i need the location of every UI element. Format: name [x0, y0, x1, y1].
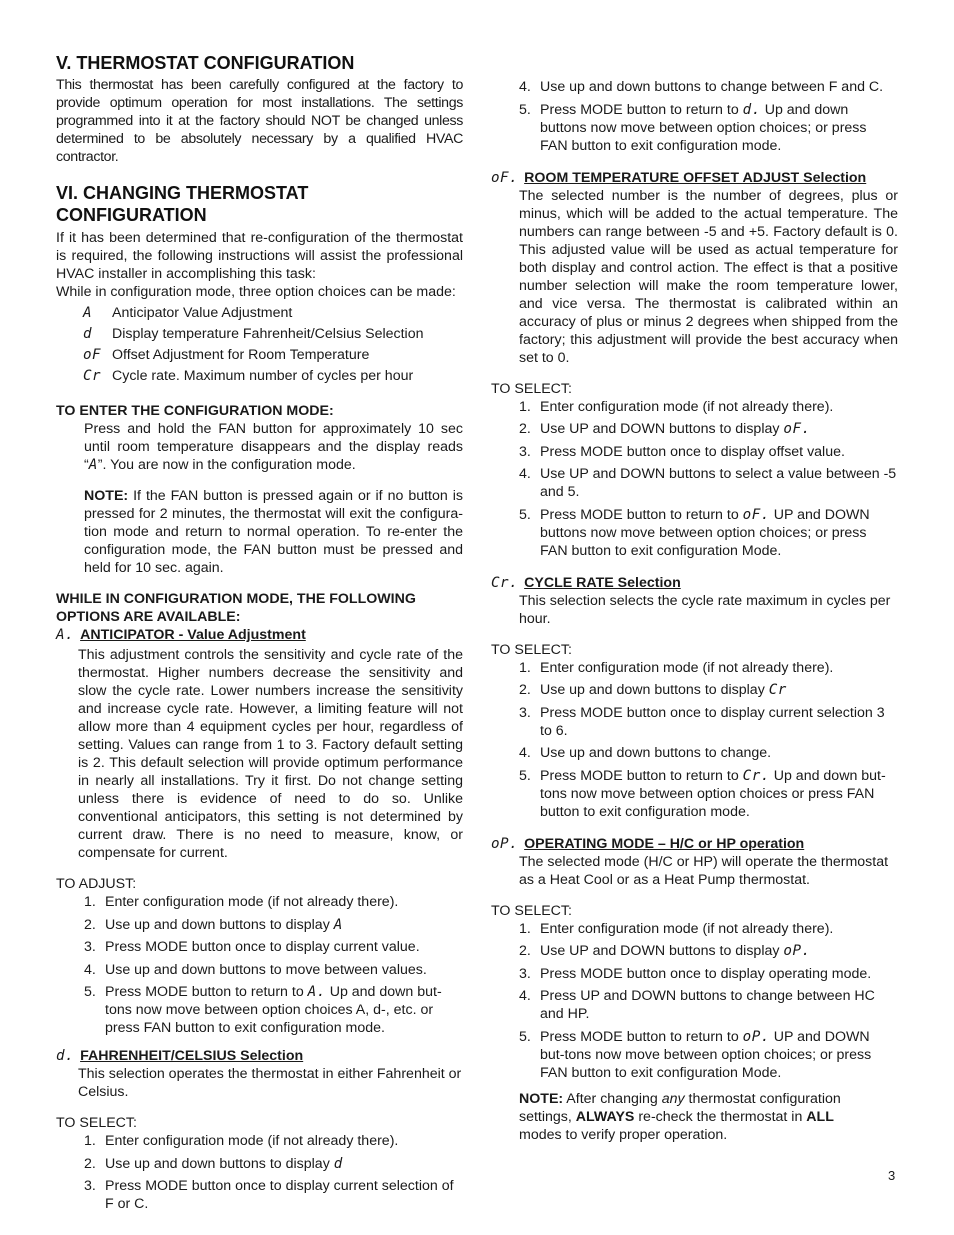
fahrenheit-steps-continued	[491, 78, 898, 155]
offset-heading	[491, 169, 898, 187]
fahrenheit-steps	[56, 1132, 463, 1213]
list-item: 4. Use up and down buttons to move between values.	[84, 961, 427, 978]
section-v-body: This thermostat has been carefully configured at the factory to provide optimum operation for most installations. The settings programmed into it at the factory should NOT be changed unless determined to be absolutely necessary by a qualified HVAC contractor.	[56, 77, 463, 165]
offset-steps	[491, 398, 898, 560]
list-item: 5. Press MODE button to return to oF. UP and DOWN buttons now move between option choices; or press FAN button to exit configuration Mode.	[519, 506, 870, 559]
operating-mode-heading	[491, 835, 898, 853]
list-item: 3. Press MODE button once to display offset value.	[519, 443, 845, 460]
right-column	[491, 78, 898, 1144]
cycle-rate-body: This selection selects the cycle rate maximum in cycles per hour.	[519, 592, 891, 627]
anticipator-heading	[56, 626, 463, 644]
anticipator-code: A.	[56, 627, 75, 643]
to-adjust-label: TO ADJUST:	[56, 876, 137, 892]
option-list	[56, 302, 463, 386]
option-code: A	[83, 304, 93, 321]
list-item: 1. Enter configuration mode (if not already there).	[84, 894, 399, 910]
enter-config-title: TO ENTER THE CONFIGURATION MODE:	[56, 403, 334, 419]
anticipator-title: ANTICIPATOR - Value Adjustment	[80, 627, 306, 643]
offset-code: oF.	[491, 169, 519, 186]
list-item: 5. Press MODE button to return to A. Up and down but-tons now move between option choices A, d-, etc. or press FAN button to exit configuration mode.	[84, 984, 442, 1036]
list-item: 5. Press MODE button to return to d. Up and down buttons now move between option choices; or press FAN button to exit configuration mode.	[519, 101, 867, 154]
list-item: 3. Press MODE button once to display operating mode.	[519, 965, 872, 982]
option-label: Anticipator Value Adjustment	[112, 304, 293, 321]
option-item	[56, 344, 463, 365]
list-item: 3. Press MODE button once to display current selection of F or C.	[84, 1178, 454, 1212]
option-label: Offset Adjustment for Room Temperature	[112, 346, 370, 363]
page-number: 3	[888, 1168, 896, 1183]
operating-mode-title: OPERATING MODE – H/C or HP operation	[524, 835, 805, 852]
list-item: 2. Use up and down buttons to display d	[84, 1155, 343, 1172]
to-select-label: TO SELECT:	[491, 641, 572, 658]
option-label: Display temperature Fahrenheit/Celsius Selection	[112, 325, 424, 342]
cycle-rate-title: CYCLE RATE Selection	[524, 574, 681, 591]
fahrenheit-code: d.	[56, 1048, 75, 1064]
list-item: 2. Use up and down buttons to display A	[84, 916, 343, 933]
list-item: 3. Press MODE button once to display current selection 3 to 6.	[519, 704, 885, 739]
section-v-title: V. THERMOSTAT CONFIGURATION	[56, 53, 355, 73]
list-item: 5. Press MODE button to return to Cr. Up and down but-tons now move between option choices or press FAN button to exit configuration mode.	[519, 767, 886, 820]
list-item: 1. Enter configuration mode (if not already there).	[84, 1133, 399, 1149]
section-vi-body-2: While in configuration mode, three option choices can be made:	[56, 284, 456, 300]
operating-mode-code: oP.	[491, 835, 519, 852]
list-item: 1. Enter configuration mode (if not already there).	[519, 398, 834, 415]
fahrenheit-heading	[56, 1047, 463, 1065]
cycle-rate-heading	[491, 574, 898, 592]
option-code: d	[83, 325, 93, 342]
list-item: 2. Use UP and DOWN buttons to display oF.	[519, 421, 811, 437]
list-item: 4. Use up and down buttons to change between F and C.	[519, 79, 884, 95]
list-item: 3. Press MODE button once to display current value.	[84, 939, 420, 955]
option-code: Cr	[83, 367, 102, 384]
config-note: NOTE: If the FAN button is pressed again or if no button is pressed for 2 minutes, the thermostat will exit the configura-tion mode and return to normal operation. To re-enter the configuration mode, the FAN button must be pressed and held for 10 sec. again.	[84, 488, 463, 576]
cycle-rate-code: Cr.	[491, 574, 519, 591]
list-item: 2. Use up and down buttons to display Cr	[519, 682, 787, 698]
section-vi-body: If it has been determined that re-configuration of the thermostat is required, the following instructions will assist the professional HVAC installer in accomplishing this task:	[56, 230, 463, 282]
offset-body: The selected number is the number of degrees, plus or minus, which will be added to the actual temperature. The numbers can range between -5 and +5. Factory default is 0. This adjusted value will be used as actual temperature for both display and control action. The effect is that a positive number selection will make the room temperature lower, and vice versa. The thermostat is calibrated within an accuracy of plus or minus 2 degrees when shipped from the factory; this adjustment will provide the best accuracy when set to 0.	[519, 187, 898, 366]
options-available-title: WHILE IN CONFIGURATION MODE, THE FOLLOWING OPTIONS ARE AVAILABLE:	[56, 591, 416, 625]
list-item: 1. Enter configuration mode (if not already there).	[519, 659, 834, 676]
option-item	[56, 365, 463, 386]
list-item: 4. Use UP and DOWN buttons to select a value between -5 and 5.	[519, 466, 897, 500]
offset-title: ROOM TEMPERATURE OFFSET ADJUST Selection	[524, 169, 867, 186]
section-vi-title: VI. CHANGING THERMOSTAT CONFIGURATION	[56, 183, 309, 225]
list-item: 2. Use UP and DOWN buttons to display oP.	[519, 943, 811, 959]
to-select-label: TO SELECT:	[491, 902, 572, 919]
list-item: 1. Enter configuration mode (if not already there).	[519, 920, 834, 937]
anticipator-body: This adjustment controls the sensitivity and cycle rate of the thermostat. Higher numbers decrease the sensitivity and slow the cycle rate. Lower numbers increase the sensitivity and increase cycle rate. However, a limiting feature will not allow more than 4 equipment cycles per hour, regardless of setting. Values can range from 1 to 3. Factory default setting is 2. This default selection will provide optimum performance in nearly all installations. Try it first. Do not change setting unless there is evidence of need to do so. Unlike conventional anticipators, this setting is not determined by current draw. There is no need to measure, know, or compensate for current.	[78, 647, 463, 861]
to-select-label: TO SELECT:	[56, 1115, 137, 1131]
operating-mode-steps	[491, 920, 898, 1082]
list-item: 4. Use up and down buttons to change.	[519, 745, 772, 761]
cycle-rate-steps	[491, 659, 898, 821]
option-item	[56, 323, 463, 344]
left-column	[56, 52, 463, 1218]
final-note: NOTE: After changing any thermostat configuration settings, ALWAYS re-check the thermostat in ALL modes to verify proper operation.	[519, 1090, 841, 1143]
list-item: 5. Press MODE button to return to oP. UP and DOWN but-tons now move between option choices; or press FAN button to exit configuration Mode.	[519, 1028, 872, 1081]
to-select-label: TO SELECT:	[491, 380, 572, 397]
option-code: oF	[83, 346, 102, 363]
fahrenheit-body: This selection operates the thermostat in either Fahrenheit or Celsius.	[78, 1066, 462, 1100]
option-label: Cycle rate. Maximum number of cycles per hour	[112, 367, 414, 384]
option-item	[56, 302, 463, 323]
adjust-steps	[56, 893, 463, 1037]
fahrenheit-title: FAHRENHEIT/CELSIUS Selection	[80, 1048, 304, 1064]
operating-mode-body: The selected mode (H/C or HP) will operate the thermostat as a Heat Cool or as a Heat Pump thermostat.	[519, 853, 889, 888]
list-item: 4. Press UP and DOWN buttons to change between HC and HP.	[519, 988, 875, 1022]
enter-config-body: Press and hold the FAN button for approximately 10 sec until room temperature disappears and the display reads “A”. You are now in the configuration mode.	[84, 421, 463, 473]
